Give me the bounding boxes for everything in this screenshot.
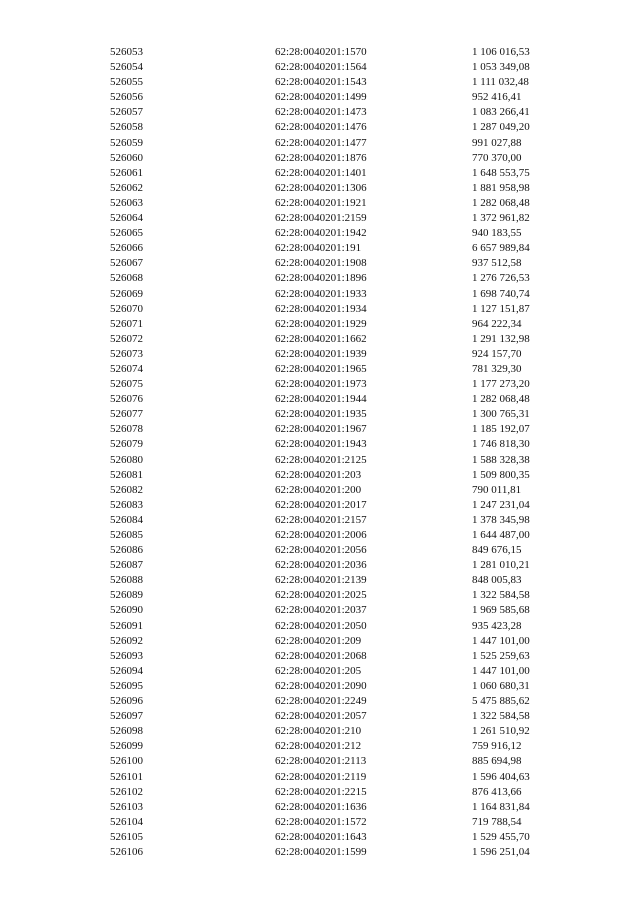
table-row [0,362,640,377]
row-id-cell: 526080 [110,453,143,466]
cadastral-number-cell: 62:28:0040201:2159 [275,212,367,225]
table-row [0,815,640,830]
table-row [0,739,640,754]
cadastral-number-cell: 62:28:0040201:205 [275,664,362,677]
table-row [0,664,640,679]
value-cell: 1 372 961,82 [472,212,530,225]
value-cell: 1 300 765,31 [472,408,530,421]
table-row [0,317,640,332]
table-row [0,196,640,211]
table-row [0,468,640,483]
value-cell: 849 676,15 [472,544,522,557]
value-cell: 1 322 584,58 [472,710,530,723]
row-id-cell: 526054 [110,61,143,74]
cadastral-number-cell: 62:28:0040201:1543 [275,76,367,89]
row-id-cell: 526057 [110,106,143,119]
row-id-cell: 526089 [110,589,143,602]
row-id-cell: 526069 [110,287,143,300]
data-table [0,45,640,860]
table-row [0,573,640,588]
cadastral-number-cell: 62:28:0040201:1643 [275,830,367,843]
row-id-cell: 526084 [110,513,143,526]
table-row [0,166,640,181]
row-id-cell: 526105 [110,830,143,843]
table-row [0,226,640,241]
cadastral-number-cell: 62:28:0040201:2090 [275,679,367,692]
table-row [0,634,640,649]
row-id-cell: 526101 [110,770,143,783]
table-row [0,437,640,452]
cadastral-number-cell: 62:28:0040201:1473 [275,106,367,119]
row-id-cell: 526083 [110,498,143,511]
value-cell: 1 447 101,00 [472,664,530,677]
table-row [0,694,640,709]
value-cell: 1 111 032,48 [472,76,529,89]
table-row [0,543,640,558]
cadastral-number-cell: 62:28:0040201:1477 [275,136,367,149]
cadastral-number-cell: 62:28:0040201:1929 [275,317,367,330]
value-cell: 1 322 584,58 [472,589,530,602]
row-id-cell: 526091 [110,619,143,632]
cadastral-number-cell: 62:28:0040201:1939 [275,347,367,360]
value-cell: 1 261 510,92 [472,725,530,738]
row-id-cell: 526062 [110,181,143,194]
table-row [0,422,640,437]
table-row [0,483,640,498]
cadastral-number-cell: 62:28:0040201:1401 [275,166,367,179]
row-id-cell: 526073 [110,347,143,360]
table-row [0,302,640,317]
row-id-cell: 526059 [110,136,143,149]
value-cell: 1 596 404,63 [472,770,530,783]
cadastral-number-cell: 62:28:0040201:1662 [275,332,367,345]
value-cell: 1 281 010,21 [472,559,530,572]
table-row [0,105,640,120]
value-cell: 6 657 989,84 [472,242,530,255]
value-cell: 1 529 455,70 [472,830,530,843]
value-cell: 1 648 553,75 [472,166,530,179]
value-cell: 848 005,83 [472,574,522,587]
value-cell: 1 053 349,08 [472,61,530,74]
cadastral-number-cell: 62:28:0040201:2017 [275,498,367,511]
table-row [0,619,640,634]
row-id-cell: 526067 [110,257,143,270]
cadastral-number-cell: 62:28:0040201:1570 [275,46,367,58]
table-row [0,75,640,90]
table-row [0,392,640,407]
row-id-cell: 526079 [110,438,143,451]
cadastral-number-cell: 62:28:0040201:1564 [275,61,367,74]
row-id-cell: 526081 [110,468,143,481]
table-row [0,60,640,75]
cadastral-number-cell: 62:28:0040201:2125 [275,453,367,466]
value-cell: 924 157,70 [472,347,522,360]
row-id-cell: 526088 [110,574,143,587]
table-row [0,724,640,739]
cadastral-number-cell: 62:28:0040201:2037 [275,604,367,617]
cadastral-number-cell: 62:28:0040201:1896 [275,272,367,285]
value-cell: 1 525 259,63 [472,649,530,662]
row-id-cell: 526082 [110,483,143,496]
value-cell: 1 060 680,31 [472,679,530,692]
cadastral-number-cell: 62:28:0040201:2139 [275,574,367,587]
table-row [0,45,640,60]
value-cell: 1 447 101,00 [472,634,530,647]
row-id-cell: 526056 [110,91,143,104]
row-id-cell: 526060 [110,151,143,164]
row-id-cell: 526106 [110,845,143,858]
value-cell: 719 788,54 [472,815,522,828]
row-id-cell: 526068 [110,272,143,285]
cadastral-number-cell: 62:28:0040201:1476 [275,121,367,134]
table-row [0,498,640,513]
cadastral-number-cell: 62:28:0040201:2119 [275,770,367,783]
cadastral-number-cell: 62:28:0040201:1933 [275,287,367,300]
row-id-cell: 526066 [110,242,143,255]
row-id-cell: 526097 [110,710,143,723]
row-id-cell: 526085 [110,529,143,541]
value-cell: 1 698 740,74 [472,287,530,300]
table-row [0,785,640,800]
cadastral-number-cell: 62:28:0040201:1973 [275,378,367,391]
row-id-cell: 526094 [110,664,143,677]
cadastral-number-cell: 62:28:0040201:212 [275,740,362,753]
value-cell: 1 291 132,98 [472,332,530,345]
value-cell: 1 969 585,68 [472,604,530,617]
value-cell: 1 106 016,53 [472,46,530,58]
value-cell: 1 276 726,53 [472,272,530,285]
table-row [0,800,640,815]
value-cell: 991 027,88 [472,136,522,149]
table-row [0,90,640,105]
value-cell: 5 475 885,62 [472,695,530,708]
cadastral-number-cell: 62:28:0040201:2113 [275,755,367,768]
row-id-cell: 526104 [110,815,143,828]
row-id-cell: 526074 [110,362,143,375]
cadastral-number-cell: 62:28:0040201:2025 [275,589,367,602]
row-id-cell: 526092 [110,634,143,647]
table-row [0,347,640,362]
cadastral-number-cell: 62:28:0040201:2249 [275,695,367,708]
table-row [0,181,640,196]
row-id-cell: 526099 [110,740,143,753]
row-id-cell: 526064 [110,212,143,225]
cadastral-number-cell: 62:28:0040201:200 [275,483,362,496]
table-row [0,649,640,664]
value-cell: 940 183,55 [472,227,522,240]
cadastral-number-cell: 62:28:0040201:1499 [275,91,367,104]
row-id-cell: 526058 [110,121,143,134]
row-id-cell: 526103 [110,800,143,813]
value-cell: 1 164 831,84 [472,800,530,813]
value-cell: 952 416,41 [472,91,522,104]
row-id-cell: 526075 [110,378,143,391]
row-id-cell: 526095 [110,679,143,692]
table-row [0,513,640,528]
cadastral-number-cell: 62:28:0040201:1944 [275,393,367,406]
row-id-cell: 526063 [110,196,143,209]
value-cell: 1 596 251,04 [472,845,530,858]
table-row [0,754,640,769]
table-row [0,830,640,845]
table-row [0,558,640,573]
cadastral-number-cell: 62:28:0040201:209 [275,634,362,647]
value-cell: 885 694,98 [472,755,522,768]
table-row [0,287,640,302]
row-id-cell: 526090 [110,604,143,617]
row-id-cell: 526053 [110,46,143,58]
row-id-cell: 526071 [110,317,143,330]
table-row [0,120,640,135]
row-id-cell: 526093 [110,649,143,662]
value-cell: 1 127 151,87 [472,302,530,315]
cadastral-number-cell: 62:28:0040201:1636 [275,800,367,813]
value-cell: 1 509 800,35 [472,468,530,481]
table-row [0,588,640,603]
value-cell: 1 746 818,30 [472,438,530,451]
table-row [0,241,640,256]
row-id-cell: 526070 [110,302,143,315]
table-row [0,528,640,543]
row-id-cell: 526102 [110,785,143,798]
table-row [0,845,640,860]
row-id-cell: 526086 [110,544,143,557]
table-row [0,136,640,151]
cadastral-number-cell: 62:28:0040201:1306 [275,181,367,194]
value-cell: 1 378 345,98 [472,513,530,526]
value-cell: 876 413,66 [472,785,522,798]
value-cell: 1 247 231,04 [472,498,530,511]
value-cell: 1 644 487,00 [472,529,530,541]
cadastral-number-cell: 62:28:0040201:1876 [275,151,367,164]
table-row [0,709,640,724]
table-row [0,770,640,785]
table-row [0,332,640,347]
table-row [0,679,640,694]
row-id-cell: 526072 [110,332,143,345]
value-cell: 1 287 049,20 [472,121,530,134]
row-id-cell: 526076 [110,393,143,406]
value-cell: 1 185 192,07 [472,423,530,436]
value-cell: 1 083 266,41 [472,106,530,119]
cadastral-number-cell: 62:28:0040201:1942 [275,227,367,240]
cadastral-number-cell: 62:28:0040201:2157 [275,513,367,526]
value-cell: 759 916,12 [472,740,522,753]
cadastral-number-cell: 62:28:0040201:1965 [275,362,367,375]
value-cell: 1 282 068,48 [472,393,530,406]
cadastral-number-cell: 62:28:0040201:2068 [275,649,367,662]
cadastral-number-cell: 62:28:0040201:2056 [275,544,367,557]
cadastral-number-cell: 62:28:0040201:1943 [275,438,367,451]
cadastral-number-cell: 62:28:0040201:2036 [275,559,367,572]
table-row [0,151,640,166]
value-cell: 964 222,34 [472,317,522,330]
cadastral-number-cell: 62:28:0040201:1934 [275,302,367,315]
table-row [0,271,640,286]
row-id-cell: 526077 [110,408,143,421]
row-id-cell: 526098 [110,725,143,738]
row-id-cell: 526087 [110,559,143,572]
table-row [0,603,640,618]
cadastral-number-cell: 62:28:0040201:1935 [275,408,367,421]
cadastral-number-cell: 62:28:0040201:2215 [275,785,367,798]
table-row [0,211,640,226]
cadastral-number-cell: 62:28:0040201:203 [275,468,362,481]
table-row [0,256,640,271]
table-row [0,377,640,392]
cadastral-number-cell: 62:28:0040201:2050 [275,619,367,632]
cadastral-number-cell: 62:28:0040201:191 [275,242,362,255]
cadastral-number-cell: 62:28:0040201:2006 [275,529,367,541]
cadastral-number-cell: 62:28:0040201:1921 [275,196,367,209]
value-cell: 1 588 328,38 [472,453,530,466]
value-cell: 1 282 068,48 [472,196,530,209]
value-cell: 937 512,58 [472,257,522,270]
cadastral-number-cell: 62:28:0040201:210 [275,725,362,738]
value-cell: 781 329,30 [472,362,522,375]
value-cell: 1 177 273,20 [472,378,530,391]
cadastral-number-cell: 62:28:0040201:1967 [275,423,367,436]
value-cell: 770 370,00 [472,151,522,164]
cadastral-number-cell: 62:28:0040201:1572 [275,815,367,828]
row-id-cell: 526065 [110,227,143,240]
table-row [0,453,640,468]
cadastral-number-cell: 62:28:0040201:1599 [275,845,367,858]
row-id-cell: 526096 [110,695,143,708]
value-cell: 1 881 958,98 [472,181,530,194]
value-cell: 790 011,81 [472,483,522,496]
row-id-cell: 526100 [110,755,143,768]
cadastral-number-cell: 62:28:0040201:2057 [275,710,367,723]
cadastral-number-cell: 62:28:0040201:1908 [275,257,367,270]
table-row [0,407,640,422]
row-id-cell: 526061 [110,166,143,179]
row-id-cell: 526078 [110,423,143,436]
value-cell: 935 423,28 [472,619,522,632]
row-id-cell: 526055 [110,76,143,89]
